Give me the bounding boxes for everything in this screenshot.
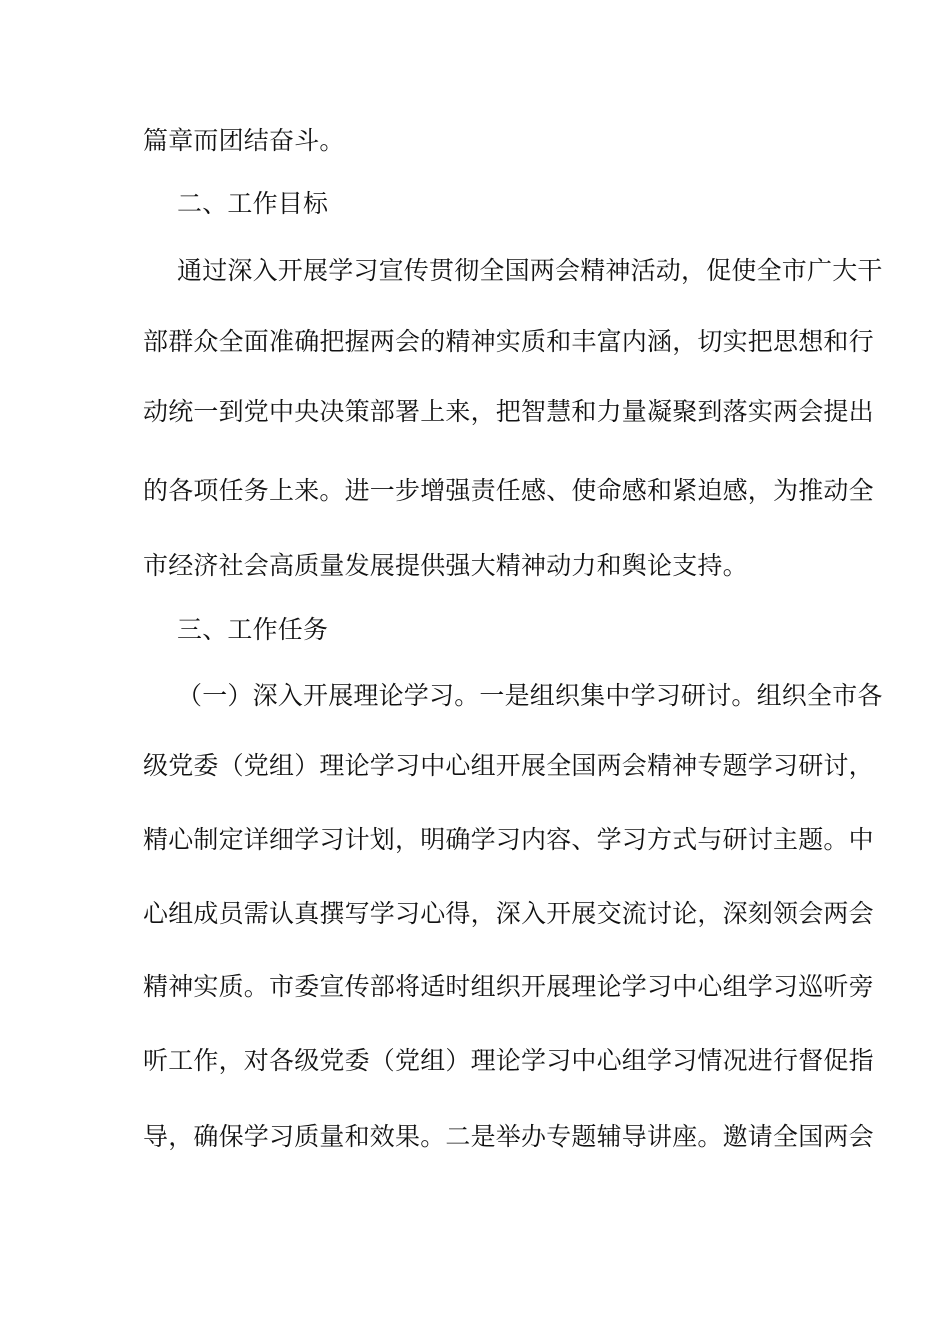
text-line: 部群众全面准确把握两会的精神实质和丰富内涵，切实把思想和行 — [143, 327, 874, 356]
text-line: 精心制定详细学习计划，明确学习内容、学习方式与研讨主题。中 — [143, 825, 874, 854]
text-line: 动统一到党中央决策部署上来，把智慧和力量凝聚到落实两会提出 — [143, 397, 874, 426]
text-line: 市经济社会高质量发展提供强大精神动力和舆论支持。 — [143, 551, 748, 580]
text-line: （一）深入开展理论学习。一是组织集中学习研讨。组织全市各 — [177, 681, 883, 710]
text-line: 导，确保学习质量和效果。二是举办专题辅导讲座。邀请全国两会 — [143, 1122, 874, 1151]
text-line: 级党委（党组）理论学习中心组开展全国两会精神专题学习研讨， — [143, 751, 874, 780]
text-line: 通过深入开展学习宣传贯彻全国两会精神活动，促使全市广大干 — [177, 256, 883, 285]
text-line: 的各项任务上来。进一步增强责任感、使命感和紧迫感，为推动全 — [143, 476, 874, 505]
section-heading-tasks: 三、工作任务 — [177, 615, 329, 644]
text-line: 篇章而团结奋斗。 — [143, 126, 345, 155]
section-heading-goals: 二、工作目标 — [177, 189, 329, 218]
text-line: 听工作，对各级党委（党组）理论学习中心组学习情况进行督促指 — [143, 1046, 874, 1075]
text-line: 精神实质。市委宣传部将适时组织开展理论学习中心组学习巡听旁 — [143, 972, 874, 1001]
text-line: 心组成员需认真撰写学习心得，深入开展交流讨论，深刻领会两会 — [143, 899, 874, 928]
